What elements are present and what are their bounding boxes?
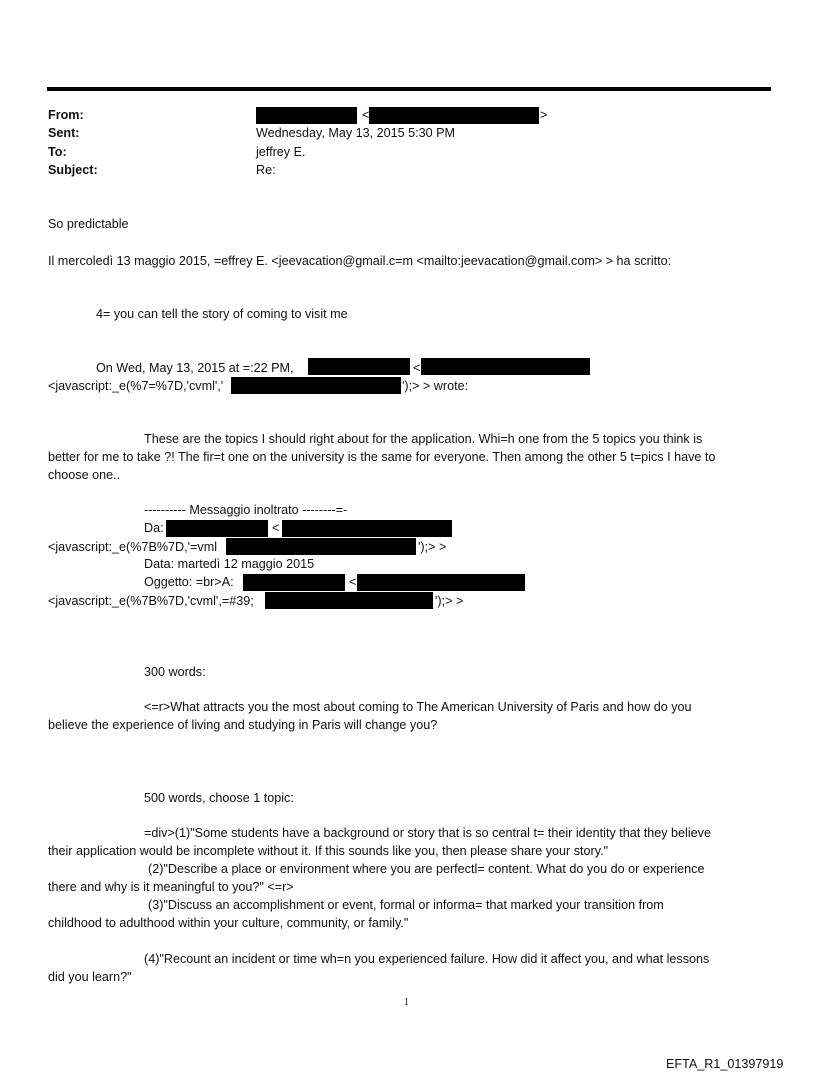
topic-1-line-1: =div>(1)"Some students have a background or story that is so central t= their identity that they believe xyxy=(144,826,711,840)
topic-3-line-1: (3)"Discuss an accomplishment or event, formal or informa= that marked your transition from xyxy=(148,898,664,912)
da-lt: < xyxy=(272,521,280,535)
topics-line-3: choose one.. xyxy=(48,468,121,482)
on-wed-lt: < xyxy=(413,361,421,375)
to-label: To: xyxy=(48,145,67,159)
sent-value: Wednesday, May 13, 2015 5:30 PM xyxy=(256,126,456,140)
redacted-email-3 xyxy=(282,520,452,537)
js-line-3a: <javascript:_e(%7B%7D,'cvml',=#39; xyxy=(48,594,254,608)
js-line-3b: ');> > xyxy=(435,594,464,608)
data-line: Data: martedì 12 maggio 2015 xyxy=(144,557,315,571)
redacted-email-1 xyxy=(421,358,590,375)
redacted-name-3 xyxy=(243,574,345,591)
js-line-1b: ');> > wrote: xyxy=(402,379,469,393)
body-line-predictable: So predictable xyxy=(48,217,129,231)
redacted-sender-name xyxy=(256,107,357,124)
words-500: 500 words, choose 1 topic: xyxy=(144,791,294,805)
topics-line-1: These are the topics I should right about for the application. Whi=h one from the 5 topics you think is xyxy=(144,432,703,446)
redacted-name-1 xyxy=(308,358,410,375)
oggetto-lt: < xyxy=(349,575,357,589)
js-line-2a: <javascript:_e(%7B%7D,'=vml xyxy=(48,540,217,554)
question-line-2: believe the experience of living and studying in Paris will change you? xyxy=(48,718,438,732)
to-value: jeffrey E. xyxy=(256,145,306,159)
question-line-1: <=r>What attracts you the most about coming to The American University of Paris and how do you xyxy=(144,700,692,714)
from-gt: > xyxy=(540,108,548,122)
topics-line-2: better for me to take ?! The fir=t one on the university is the same for everyone. Then among the other 5 t=pics I have to xyxy=(48,450,716,464)
from-lt: < xyxy=(362,108,370,122)
words-300: 300 words: xyxy=(144,665,206,679)
da-label: Da: xyxy=(144,521,164,535)
topic-1-line-2: their application would be incomplete without it. If this sounds like you, then please share your story." xyxy=(48,844,609,858)
redacted-email-5 xyxy=(357,574,525,591)
header-rule xyxy=(47,87,771,91)
forward-header: ---------- Messaggio inoltrato --------=- xyxy=(144,503,348,517)
redacted-sender-email xyxy=(369,107,539,124)
js-line-2b: ');> > xyxy=(418,540,447,554)
body-line-quote-intro: Il mercoledì 13 maggio 2015, =effrey E. <jeevacation@gmail.c=m <mailto:jeevacation@gmail.com> > ha scritto: xyxy=(48,254,672,268)
topic-2-line-2: there and why is it meaningful to you?" <=r> xyxy=(48,880,294,894)
body-line-story: 4= you can tell the story of coming to visit me xyxy=(96,307,348,321)
topic-4-line-2: did you learn?" xyxy=(48,970,132,984)
on-wed-line: On Wed, May 13, 2015 at =:22 PM, xyxy=(96,361,294,375)
page-number: 1 xyxy=(404,997,409,1008)
from-label: From: xyxy=(48,108,84,122)
redacted-email-2 xyxy=(231,377,401,394)
redacted-email-6 xyxy=(265,592,433,609)
topic-2-line-1: (2)"Describe a place or environment where you are perfectl= content. What do you do or experience xyxy=(148,862,705,876)
topic-3-line-2: childhood to adulthood within your culture, community, or family." xyxy=(48,916,409,930)
redacted-email-4 xyxy=(226,538,416,555)
document-id: EFTA_R1_01397919 xyxy=(666,1057,784,1071)
sent-label: Sent: xyxy=(48,126,80,140)
subject-value: Re: xyxy=(256,163,276,177)
topic-4-line-1: (4)"Recount an incident or time wh=n you experienced failure. How did it affect you, and what lessons xyxy=(144,952,710,966)
redacted-name-2 xyxy=(166,520,268,537)
js-line-1a: <javascript:_e(%7=%7D,'cvml',' xyxy=(48,379,224,393)
oggetto-line: Oggetto: =br>A: xyxy=(144,575,234,589)
subject-label: Subject: xyxy=(48,163,98,177)
